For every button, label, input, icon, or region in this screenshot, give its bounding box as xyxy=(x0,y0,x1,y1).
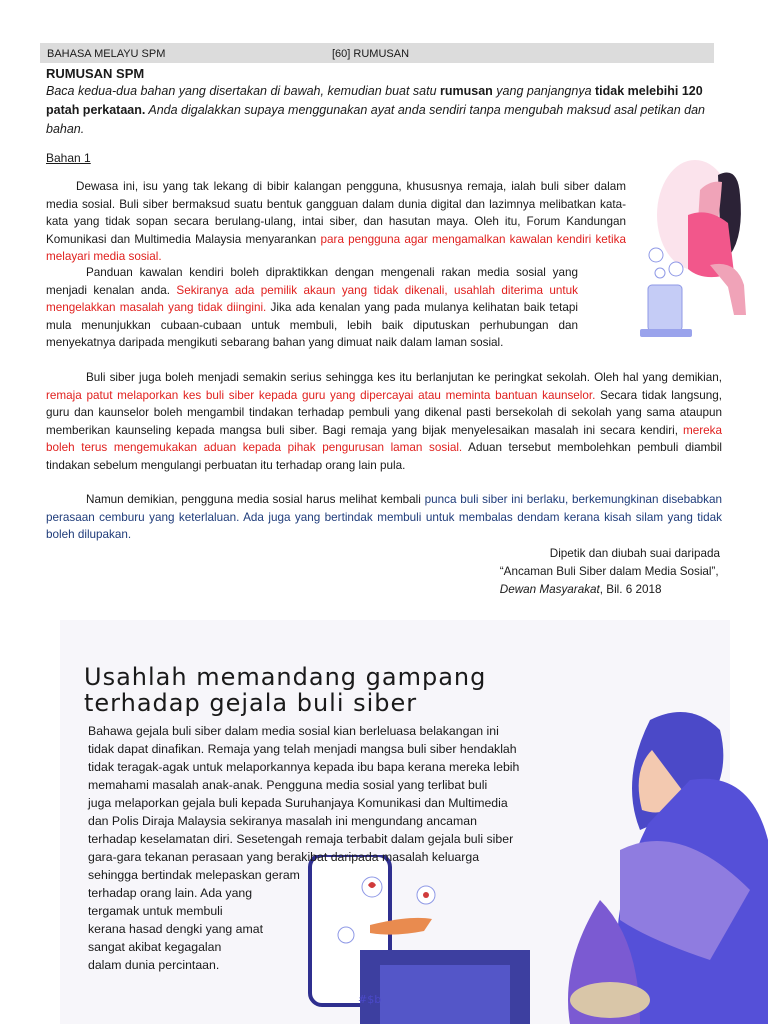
source-line-1: Dipetik dan diubah suai daripada xyxy=(549,547,720,560)
paragraph-1: Dewasa ini, isu yang tak lekang di bibir kalangan pengguna, khususnya remaja, ialah buli siber dalam media sosial. Buli siber bermaksud suatu bentuk gangguan dalam dunia digital dan lazimnya melibatkan kata-kata yang tidak sopan secara berulang-ulang, intai siber, dan hasutan maya. Oleh itu, Forum Kandungan Komunikasi dan Multimedia Malaysia menyarankan para pengguna agar mengamalkan kawalan kendiri ketika melayari media sosial. xyxy=(46,180,626,263)
bahan2-line: sangat akibat kegagalan xyxy=(88,940,222,954)
source-line-2: “Ancaman Buli Siber dalam Media Sosial”, xyxy=(499,565,719,578)
bahan2-line: terhadap keselamatan diri. Sesetengah remaja terbabit dalam gejala buli siber xyxy=(88,832,514,846)
source-line-3: Dewan Masyarakat, Bil. 6 2018 xyxy=(499,583,662,596)
bahan2-line: terhadap orang lain. Ada yang xyxy=(88,886,253,900)
bahan2-line: juga melaporkan gejala buli kepada Suruhanjaya Komunikasi dan Multimedia xyxy=(88,796,508,810)
bahan2-line: Bahawa gejala buli siber dalam media sosial kian berleluasa belakangan ini xyxy=(88,724,499,738)
instruction-text: Baca kedua-dua bahan yang disertakan di bawah, kemudian buat satu rumusan yang panjangnya tidak melebihi 120 patah perkataan. Anda digalakkan supaya menggunakan ayat anda sendiri tanpa mengubah maksud asal petikan dan bahan. xyxy=(46,84,705,136)
bahan2-title xyxy=(84,664,486,716)
bahan2-body xyxy=(88,722,628,974)
bahan2-title-line-2: terhadap gejala buli siber xyxy=(84,689,418,717)
paragraph-3: Buli siber juga boleh menjadi semakin serius sehingga kes itu berlanjutan ke peringkat sekolah. Oleh hal yang demikian, remaja patut melaporkan kes buli siber kepada guru yang dipercayai atau meminta bantuan kaunselor. Secara tidak langsung, guru dan kaunselor boleh mengambil tindakan terhadap pembuli yang dikenal pasti bersekolah di sekolah yang sama ataupun memberikan kaunseling kepada mangsa buli siber. Bagi remaja yang bijak menyelesaikan masalah ini secara kendiri, mereka boleh terus mengemukakan aduan kepada pihak pengurusan laman sosial. Aduan tersebut membolehkan pembuli diambil tindakan sebelum mengulangi perbuatan itu terhadap orang lain pula. xyxy=(46,371,723,472)
section-code: [60] RUMUSAN xyxy=(332,48,410,60)
bahan1-label: Bahan 1 xyxy=(46,151,91,165)
header-bar xyxy=(40,43,714,63)
subject-label: BAHASA MELAYU SPM xyxy=(47,48,166,60)
hashtag-label: #$b xyxy=(358,993,382,1006)
paragraph-4: Namun demikian, pengguna media sosial harus melihat kembali punca buli siber ini berlaku, berkemungkinan disebabkan perasaan cemburu yang keterlaluan. Ada juga yang bertindak membuli untuk membalas dendam kerana kisah silam yang tidak boleh dilupakan. xyxy=(46,493,723,541)
bahan2-line: sehingga bertindak melepaskan geram xyxy=(88,868,300,882)
source-citation xyxy=(500,545,720,599)
bahan2-line: dalam dunia percintaan. xyxy=(88,958,220,972)
bahan2-line: tidak dapat dinafikan. Remaja yang telah menjadi mangsa buli siber hendaklah xyxy=(88,742,517,756)
bahan2-title-line-1: Usahlah memandang gampang xyxy=(84,663,487,691)
girl-laptop-illustration xyxy=(640,155,750,355)
bahan2-line: tidak teragak-agak untuk melaporkannya kepada ibu bapa kerana mereka lebih xyxy=(88,760,520,774)
bahan2-line: tergamak untuk membuli xyxy=(88,904,223,918)
bahan2-line: dan Polis Diraja Malaysia sekiranya masalah ini mengundang ancaman xyxy=(88,814,477,828)
bahan2-line: memahami masalah anak-anak. Pengguna media sosial yang terlibat buli xyxy=(88,778,488,792)
paragraph-2: Panduan kawalan kendiri boleh dipraktikkan dengan mengenali rakan media sosial yang menjadi kenalan anda. Sekiranya ada pemilik akaun yang tidak dikenali, usahlah diterima untuk mengelakkan masalah yang tidak diingini. Jika ada kenalan yang pada mulanya kelihatan baik tetapi mula menunjukkan cubaan-cubaan untuk membuli, lebih baik diputuskan perhubungan dan menyekatnya daripada mengikuti sebarang bahan yang dimuat naik dalam laman sosial. xyxy=(46,266,579,349)
page-title: RUMUSAN SPM xyxy=(46,66,145,81)
bahan2-line: kerana hasad dengki yang amat xyxy=(88,922,264,936)
bahan2-line: gara-gara tekanan perasaan yang berakibat daripada masalah keluarga xyxy=(88,850,480,864)
